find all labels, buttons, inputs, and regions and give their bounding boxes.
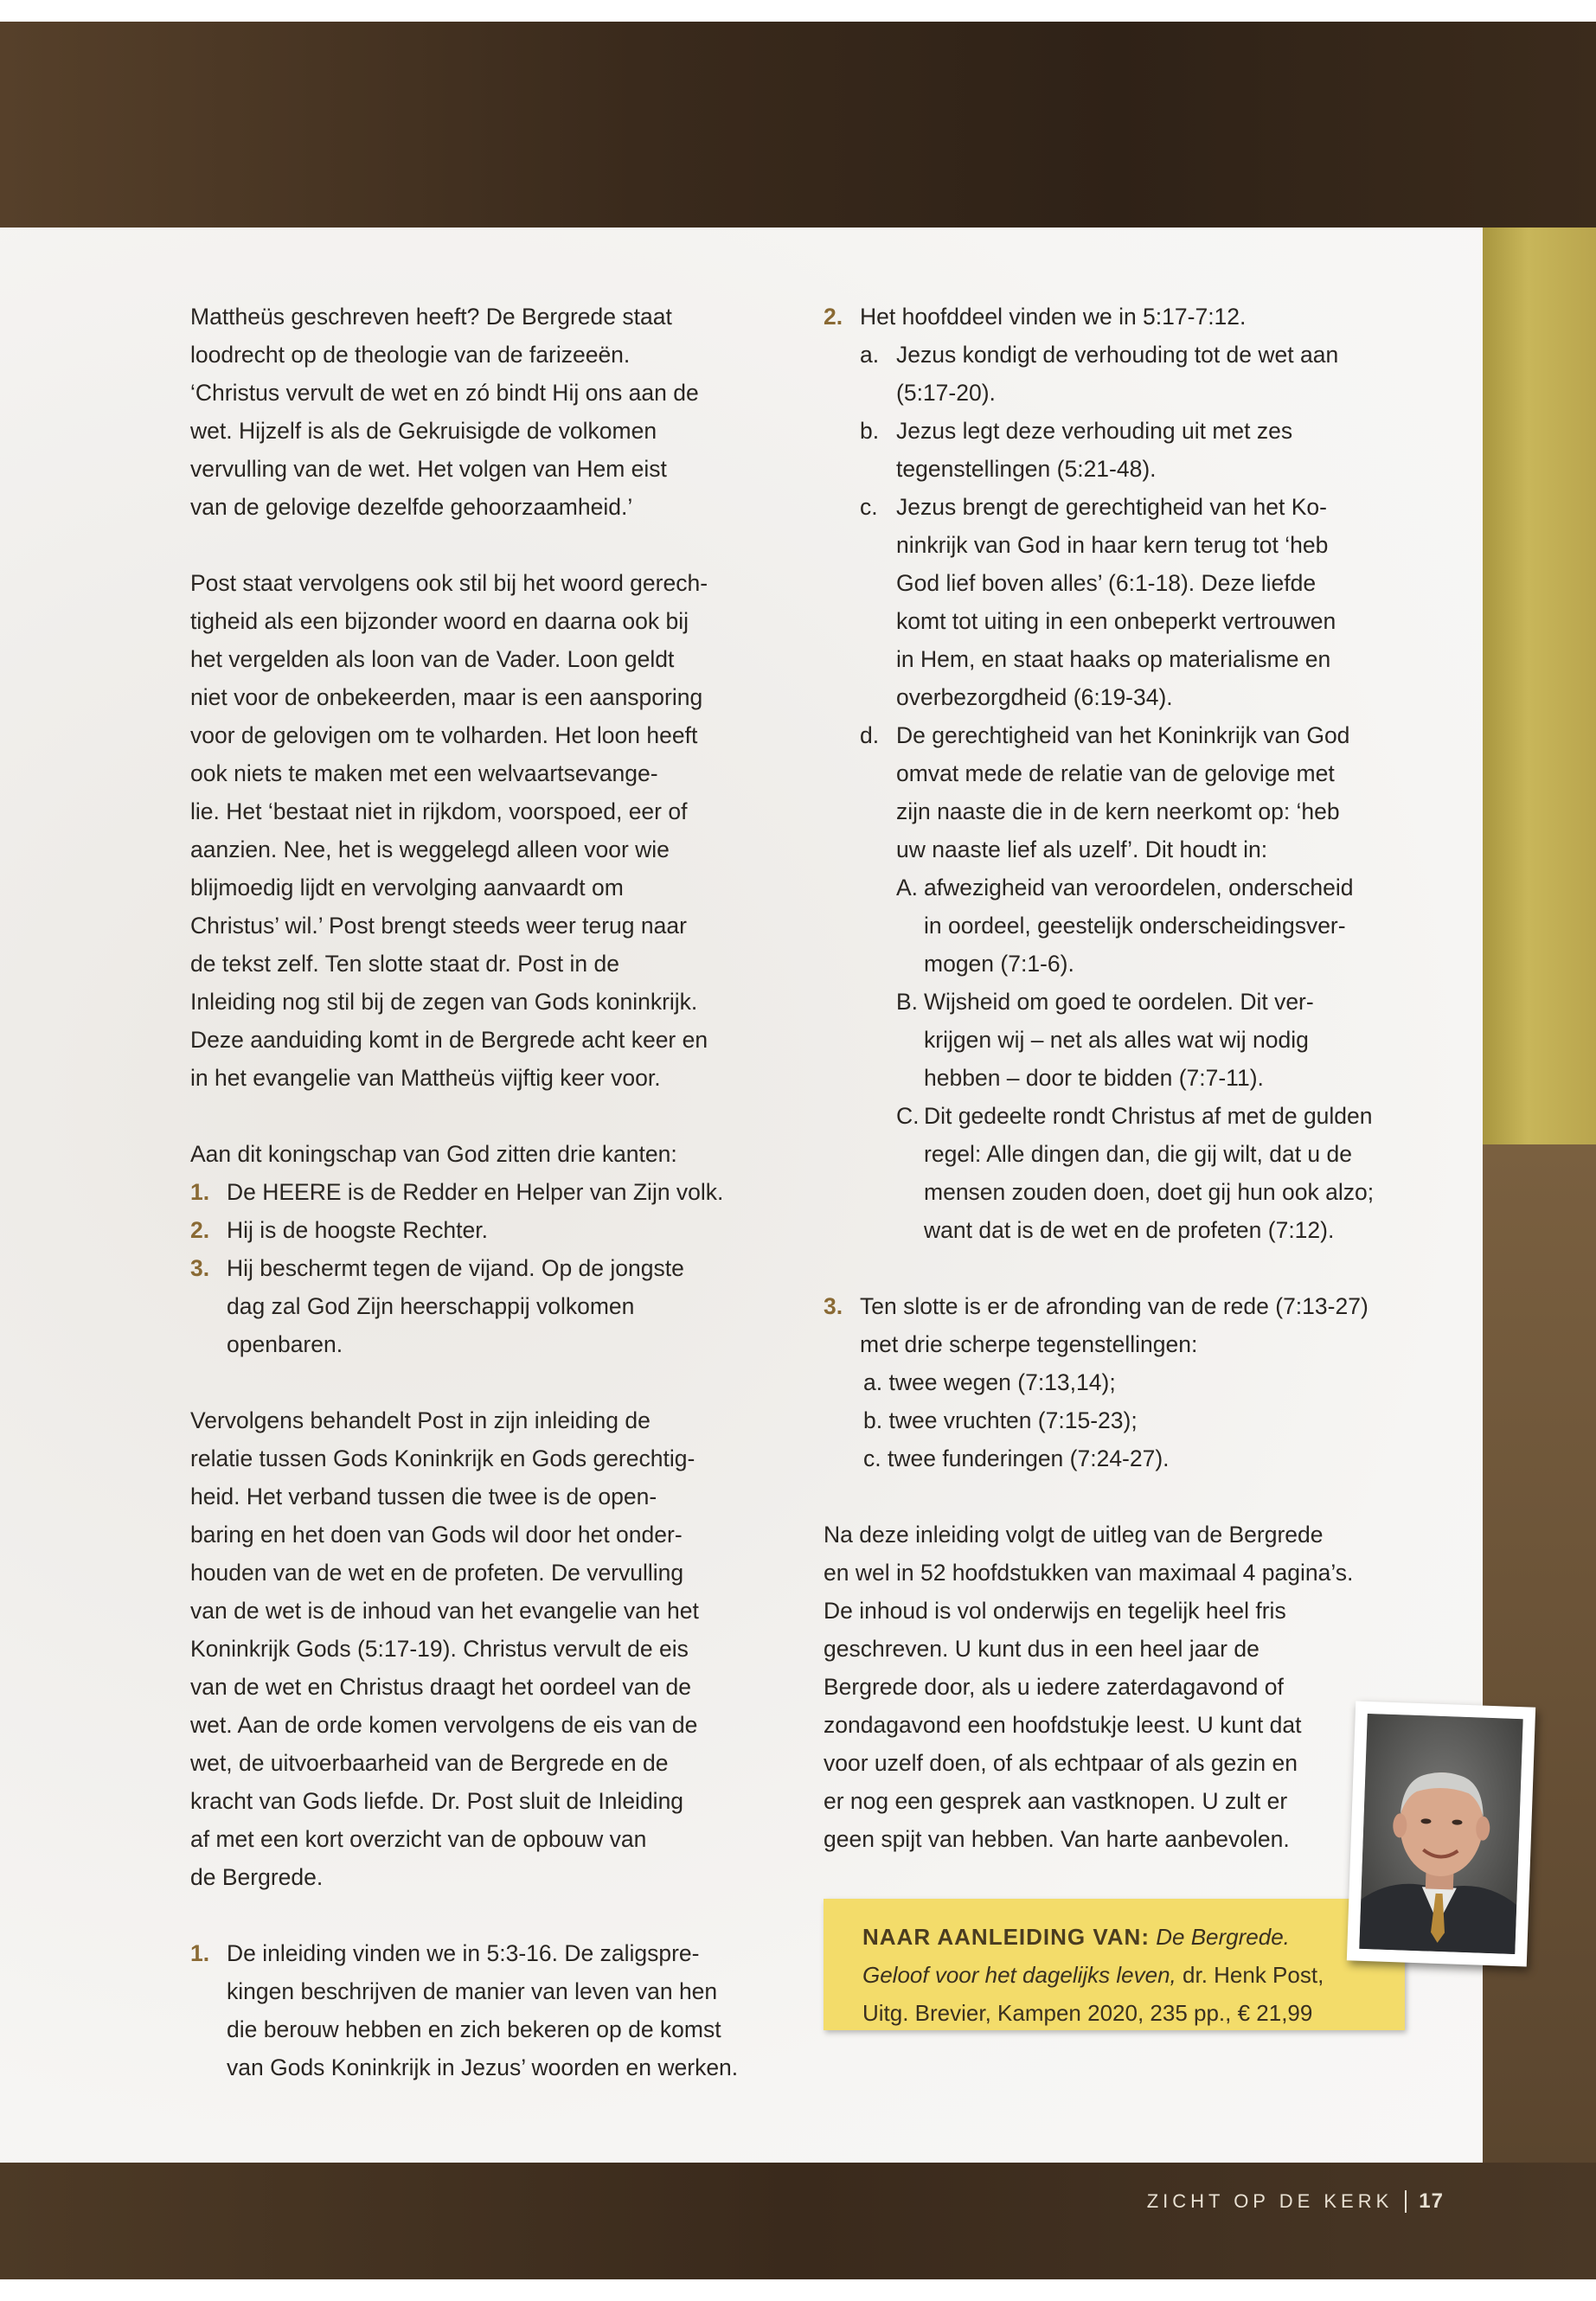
text-line: Wijsheid om goed te oordelen. Dit ver-	[924, 989, 1314, 1015]
text-line: regel: Alle dingen dan, die gij wilt, dat u de	[924, 1141, 1352, 1167]
text-line: De gerechtigheid van het Koninkrijk van God	[896, 722, 1350, 748]
book-publisher: Uitg. Brevier, Kampen 2020, 235 pp., € 21,99	[862, 2000, 1313, 2026]
text-line: c. twee funderingen (7:24-27).	[863, 1445, 1170, 1471]
text-line: b. twee vruchten (7:15-23);	[863, 1407, 1138, 1433]
text-line: Hij is de hoogste Rechter.	[227, 1217, 488, 1243]
bottom-margin	[0, 2279, 1596, 2301]
text-line: relatie tussen Gods Koninkrijk en Gods gerechtig-	[190, 1445, 695, 1471]
text-line: in het evangelie van Mattheüs vijftig keer voor.	[190, 1065, 661, 1091]
text-line: tigheid als een bijzonder woord en daarna ook bij	[190, 608, 689, 634]
sub-item-b	[860, 412, 1412, 488]
list-number: 2.	[824, 304, 843, 330]
text-line: Aan dit koningschap van God zitten drie kanten:	[190, 1141, 677, 1167]
text-line: Jezus legt deze verhouding uit met zes	[896, 418, 1293, 444]
sub-mark: d.	[860, 722, 880, 748]
text-line: aanzien. Nee, het is weggelegd alleen voor wie	[190, 836, 670, 862]
footer-divider	[1405, 2190, 1407, 2213]
text-line: in oordeel, geestelijk onderscheidingsver-	[924, 913, 1346, 939]
text-line: (5:17-20).	[896, 380, 996, 406]
list-number: 1.	[190, 1940, 210, 1966]
text-line: zijn naaste die in de kern neerkomt op: ‘heb	[896, 798, 1340, 824]
sub-item-a	[860, 336, 1412, 412]
text-line: zondagavond een hoofdstukje leest. U kunt dat	[824, 1712, 1302, 1738]
text-line: ninkrijk van God in haar kern terug tot ‘heb	[896, 532, 1329, 558]
text-line: van de wet en Christus draagt het oordeel van de	[190, 1674, 691, 1700]
text-line: Inleiding nog stil bij de zegen van Gods koninkrijk.	[190, 989, 698, 1015]
text-line: De inhoud is vol onderwijs en tegelijk heel fris	[824, 1598, 1286, 1624]
footer-band	[0, 2163, 1596, 2279]
text-line: kracht van Gods liefde. Dr. Post sluit de Inleiding	[190, 1788, 684, 1814]
magazine-title: ZICHT OP DE KERK	[1146, 2190, 1394, 2212]
left-column	[190, 298, 779, 2086]
sub-sub-item-A	[896, 868, 1412, 983]
text-line: en wel in 52 hoofdstukken van maximaal 4 pagina’s.	[824, 1560, 1354, 1586]
text-line: Koninkrijk Gods (5:17-19). Christus vervult de eis	[190, 1636, 689, 1662]
text-line: De inleiding vinden we in 5:3-16. De zaligspre-	[227, 1940, 700, 1966]
sub-item-d	[860, 716, 1412, 1249]
paragraph-closing	[824, 1516, 1412, 1858]
header-band	[0, 22, 1596, 228]
text-line: Vervolgens behandelt Post in zijn inleiding de	[190, 1407, 651, 1433]
text-line: wet. Hijzelf is als de Gekruisigde de volkomen	[190, 418, 657, 444]
text-line: geschreven. U kunt dus in een heel jaar de	[824, 1636, 1259, 1662]
text-line: mogen (7:1-6).	[924, 951, 1074, 977]
text-line: Dit gedeelte rondt Christus af met de gulden	[924, 1103, 1373, 1129]
text-line: Jezus kondigt de verhouding tot de wet aan	[896, 342, 1339, 368]
text-line: kingen beschrijven de manier van leven van hen	[227, 1978, 718, 2004]
text-line: Mattheüs geschreven heeft? De Bergrede staat	[190, 304, 672, 330]
book-author: dr. Henk Post,	[1176, 1962, 1324, 1988]
page-footer	[1147, 2189, 1444, 2214]
right-column	[824, 298, 1412, 1896]
text-line: er nog een gesprek aan vastknopen. U zult er	[824, 1788, 1288, 1814]
text-line: de tekst zelf. Ten slotte staat dr. Post in de	[190, 951, 619, 977]
text-line: uw naaste lief als uzelf’. Dit houdt in:	[896, 836, 1268, 862]
text-line: blijmoedig lijdt en vervolging aanvaardt om	[190, 875, 624, 901]
text-line: ‘Christus vervult de wet en zó bindt Hij ons aan de	[190, 380, 699, 406]
text-line: krijgen wij – net als alles wat wij nodig	[924, 1027, 1309, 1053]
text-line: in Hem, en staat haaks op materialisme en	[896, 646, 1331, 672]
text-line: De HEERE is de Redder en Helper van Zijn volk.	[227, 1179, 724, 1205]
text-line: Bergrede door, als u iedere zaterdagavond of	[824, 1674, 1284, 1700]
text-line: heid. Het verband tussen die twee is de open-	[190, 1484, 657, 1509]
text-line: Het hoofddeel vinden we in 5:17-7:12.	[860, 304, 1247, 330]
paragraph-relatie	[190, 1401, 779, 1896]
text-line: Christus’ wil.’ Post brengt steeds weer terug naar	[190, 913, 687, 939]
paragraph-koningschap	[190, 1135, 779, 1363]
text-line: hebben – door te bidden (7:7-11).	[924, 1065, 1264, 1091]
text-line: komt tot uiting in een onbeperkt vertrouwen	[896, 608, 1336, 634]
reference-line-2	[862, 1956, 1381, 1994]
list-number: 2.	[190, 1217, 210, 1243]
list-item	[190, 1173, 779, 1211]
list-number: 1.	[190, 1179, 210, 1205]
reference-line-1	[862, 1918, 1381, 1956]
sub-mark: b.	[860, 418, 880, 444]
list-number: 3.	[190, 1255, 210, 1281]
text-line: mensen zouden doen, doet gij hun ook alzo;	[924, 1179, 1375, 1205]
author-photo	[1347, 1701, 1535, 1966]
text-line: geen spijt van hebben. Van harte aanbevolen.	[824, 1826, 1290, 1852]
text-line: niet voor de onbekeerden, maar is een aansporing	[190, 684, 703, 710]
sub-sub-item-C	[896, 1097, 1412, 1249]
text-line: openbaren.	[227, 1331, 343, 1357]
sub-mark: a.	[860, 342, 880, 368]
list-item	[824, 1287, 1412, 1477]
text-line: lie. Het ‘bestaat niet in rijkdom, voorspoed, eer of	[190, 798, 688, 824]
sub-mark: C.	[896, 1103, 920, 1129]
sub-mark: A.	[896, 875, 919, 901]
list-number: 3.	[824, 1293, 843, 1319]
text-line: de Bergrede.	[190, 1864, 324, 1890]
text-line: van Gods Koninkrijk in Jezus’ woorden en werken.	[227, 2054, 739, 2080]
text-line: Na deze inleiding volgt de uitleg van de Bergrede	[824, 1522, 1324, 1548]
text-line: van de wet is de inhoud van het evangelie van het	[190, 1598, 699, 1624]
outline-item-1	[190, 1934, 779, 2086]
list-item	[824, 298, 1412, 1249]
text-line: omvat mede de relatie van de gelovige met	[896, 760, 1335, 786]
text-line: Jezus brengt de gerechtigheid van het Ko-	[896, 494, 1327, 520]
paragraph-intro	[190, 298, 779, 526]
text-line: houden van de wet en de profeten. De vervulling	[190, 1560, 684, 1586]
text-line: die berouw hebben en zich bekeren op de komst	[227, 2016, 721, 2042]
page-number: 17	[1419, 2189, 1444, 2213]
text-line: want dat is de wet en de profeten (7:12).	[924, 1217, 1335, 1243]
text-line: van de gelovige dezelfde gehoorzaamheid.’	[190, 494, 633, 520]
text-line: a. twee wegen (7:13,14);	[863, 1369, 1116, 1395]
sub-sub-item-B	[896, 983, 1412, 1097]
text-line: afwezigheid van veroordelen, onderscheid	[924, 875, 1354, 901]
text-line: overbezorgdheid (6:19-34).	[896, 684, 1173, 710]
text-line: vervulling van de wet. Het volgen van Hem eist	[190, 456, 667, 482]
sub-item-c	[860, 488, 1412, 716]
book-title-part-1: De Bergrede.	[1156, 1924, 1290, 1950]
book-title-part-2: Geloof voor het dagelijks leven,	[862, 1962, 1176, 1988]
text-line: Deze aanduiding komt in de Bergrede acht keer en	[190, 1027, 708, 1053]
text-line: voor uzelf doen, of als echtpaar of als gezin en	[824, 1750, 1298, 1776]
portrait-illustration	[1359, 1714, 1522, 1954]
outline-item-3	[824, 1287, 1412, 1477]
text-line: af met een kort overzicht van de opbouw van	[190, 1826, 647, 1852]
text-line: ook niets te maken met een welvaartsevange-	[190, 760, 658, 786]
paragraph-gerechtigheid	[190, 564, 779, 1097]
text-line: het vergelden als loon van de Vader. Loon geldt	[190, 646, 675, 672]
text-line: Hij beschermt tegen de vijand. Op de jongste	[227, 1255, 684, 1281]
text-line: loodrecht op de theologie van de farizeeën.	[190, 342, 631, 368]
sub-mark: B.	[896, 989, 919, 1015]
gold-accent-strip	[1483, 228, 1596, 1144]
outline-item-2	[824, 298, 1412, 1249]
text-line: met drie scherpe tegenstellingen:	[860, 1331, 1198, 1357]
text-line: wet. Aan de orde komen vervolgens de eis van de	[190, 1712, 698, 1738]
list-item	[190, 1249, 779, 1363]
text-line: Ten slotte is er de afronding van de rede (7:13-27)	[860, 1293, 1368, 1319]
reference-label: NAAR AANLEIDING VAN:	[862, 1924, 1150, 1950]
right-accent-strip	[1483, 1144, 1596, 2165]
text-line: wet, de uitvoerbaarheid van de Bergrede en de	[190, 1750, 669, 1776]
text-line: tegenstellingen (5:21-48).	[896, 456, 1157, 482]
text-line: baring en het doen van Gods wil door het onder-	[190, 1522, 683, 1548]
text-line: God lief boven alles’ (6:1-18). Deze liefde	[896, 570, 1317, 596]
book-reference-box	[824, 1899, 1405, 2030]
text-line: Post staat vervolgens ook stil bij het woord gerech-	[190, 570, 708, 596]
author-portrait	[1359, 1714, 1522, 1954]
text-line: voor de gelovigen om te volharden. Het loon heeft	[190, 722, 698, 748]
list-item	[190, 1211, 779, 1249]
text-line: dag zal God Zijn heerschappij volkomen	[227, 1293, 635, 1319]
sub-mark: c.	[860, 494, 878, 520]
